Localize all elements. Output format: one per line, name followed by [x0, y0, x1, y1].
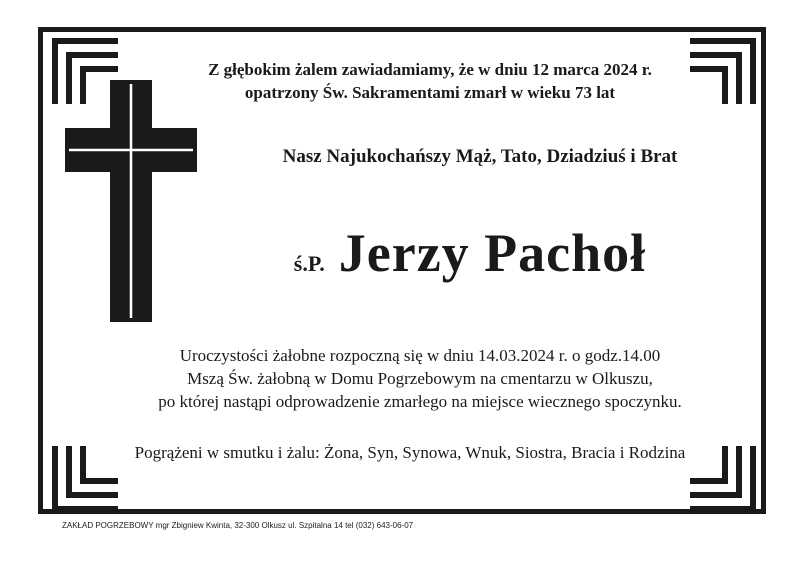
latin-cross-icon	[65, 80, 197, 322]
name-prefix: ś.P.	[293, 251, 325, 276]
relation-line: Nasz Najukochańszy Mąż, Tato, Dziadziuś i Brat	[282, 146, 678, 167]
ceremony-line-2: Mszą Św. żałobną w Domu Pogrzebowym na cmentarzu w Olkuszu,	[187, 369, 653, 388]
ceremony-line-3: po której nastąpi odprowadzenie zmarłego na miejsce wiecznego spoczynku.	[158, 392, 682, 411]
funeral-home-footer: ZAKŁAD POGRZEBOWY mgr Zbigniew Kwinta, 32-300 Olkusz ul. Szpitalna 14 tel (032) 643-06-07	[62, 521, 414, 530]
ceremony-line-1: Uroczystości żałobne rozpoczną się w dniu 14.03.2024 r. o godz.14.00	[179, 346, 661, 365]
intro-line-2: opatrzony Św. Sakramentami zmarł w wieku 73 lat	[244, 83, 616, 102]
deceased-name: Jerzy Pachoł	[338, 223, 647, 283]
mourners-line: Pogrążeni w smutku i żalu: Żona, Syn, Synowa, Wnuk, Siostra, Bracia i Rodzina	[134, 443, 686, 462]
intro-line-1: Z głębokim żalem zawiadamiamy, że w dniu 12 marca 2024 r.	[208, 60, 652, 79]
deceased-name-row	[190, 222, 750, 284]
